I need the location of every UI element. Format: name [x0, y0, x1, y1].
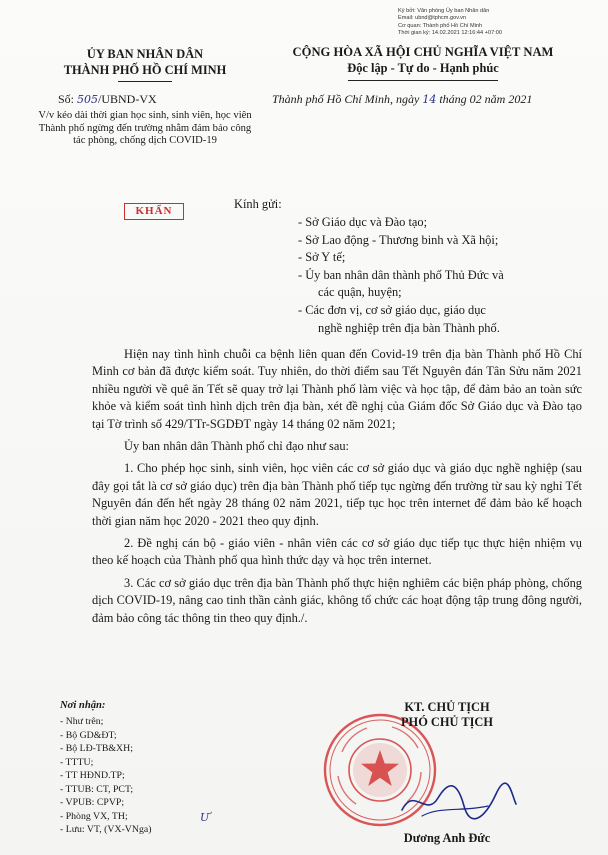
handwritten-initial: Ư [200, 811, 210, 824]
footer-recipient: - Bộ LĐ-TB&XH; [60, 743, 133, 754]
signature-signer: Ký bởi: Văn phòng Ủy ban Nhân dân [398, 8, 490, 14]
urgent-stamp: KHẨN [124, 203, 184, 220]
recipient-item: - Ủy ban nhân dân thành phố Thủ Đức và các quận, huyện; [298, 267, 504, 300]
signature-title-line-1: KT. CHỦ TỊCH [404, 700, 490, 714]
nation-title: CỘNG HÒA XÃ HỘI CHỦ NGHĨA VIỆT NAM [292, 45, 554, 59]
document-number [58, 92, 157, 107]
doc-number-suffix: /UBND-VX [98, 92, 157, 106]
footer-recipient: - Lưu: VT, (VX-VNga) [60, 824, 152, 835]
org-line-1: ỦY BAN NHÂN DÂN [86, 47, 204, 61]
nation-motto: Độc lập - Tự do - Hạnh phúc [347, 61, 499, 75]
document-subject: V/v kéo dài thời gian học sinh, sinh viên, học viên Thành phố ngừng đến trường nhằm đảm bảo công tác phòng, chống dịch COVID-19 [38, 110, 252, 147]
digital-signature-info [398, 8, 598, 38]
document-date [272, 92, 532, 107]
date-day-handwritten: 14 [422, 93, 437, 106]
document-body [92, 346, 582, 632]
signature-agency: Cơ quan: Thành phố Hồ Chí Minh [398, 22, 483, 29]
date-after: tháng 02 năm 2021 [436, 92, 533, 106]
signature-title-line-2: PHÓ CHỦ TỊCH [400, 715, 494, 729]
body-paragraph-directive-intro: Ủy ban nhân dân Thành phố chỉ đạo như sau: [124, 439, 349, 454]
body-paragraph-item-1: 1. Cho phép học sinh, sinh viên, học viên các cơ sở giáo dục và giáo dục nghề nghiệp (sau đây gọi tắt là cơ sở giáo dục) trên địa bàn Thành phố tiếp tục ngừng đến trường từ sau kỳ nghỉ Tết Nguyên đán đến hết ngày 28 tháng 02 năm 2021, tiếp tục học trên internet để đảm bảo kế hoạch thời gian năm học 2020 - 2021 theo quy định. [92, 461, 582, 528]
footer-recipient: - TTTU; [60, 756, 94, 768]
body-paragraph-context: Hiện nay tình hình chuỗi ca bệnh liên quan đến Covid-19 trên địa bàn Thành phố Hồ Chí Minh cơ bản đã được kiểm soát. Tuy nhiên, do thời điểm sau Tết Nguyên đán Tân Sửu năm 2021 nhiều người về quê ăn Tết sẽ quay trở lại Thành phố làm việc và học tập, để đảm bảo an toàn sức khỏe và kiểm soát tình hình dịch trên địa bàn, xét đề nghị của Giám đốc Sở Giáo dục và Đào tạo tại Tờ trình số 429/TTr-SGDĐT ngày 14 tháng 02 năm 2021; [92, 347, 582, 431]
org-line-2: THÀNH PHỐ HỒ CHÍ MINH [63, 63, 227, 77]
recipients-footer-list [60, 715, 260, 837]
footer-recipient: - Như trên; [60, 716, 104, 727]
doc-number-handwritten: 505 [77, 93, 99, 106]
signature-time: Thời gian ký: 14.02.2021 12:16:44 +07:00 [398, 30, 502, 37]
national-header [268, 44, 578, 76]
recipient-list [298, 214, 578, 337]
org-underline [118, 81, 172, 82]
footer-recipient: - Phòng VX, TH; [60, 810, 128, 822]
signature-email: Email: ubnd@tphcm.gov.vn [398, 15, 467, 22]
signer-name: Dương Anh Đức [403, 831, 491, 845]
issuing-organization [30, 46, 260, 78]
recipient-item: - Sở Lao động - Thương binh và Xã hội; [298, 232, 499, 247]
footer-recipient: - Bộ GD&ĐT; [60, 729, 117, 741]
footer-recipient: - VPUB: CPVP; [60, 797, 125, 808]
footer-recipient: - TT HĐND.TP; [60, 770, 125, 781]
motto-underline [348, 80, 498, 81]
date-before: Thành phố Hồ Chí Minh, ngày [272, 92, 423, 106]
recipient-item: - Sở Y tế; [298, 250, 346, 265]
handwritten-signature [392, 776, 522, 826]
recipient-item: - Các đơn vị, cơ sở giáo dục, giáo dục nghề nghiệp trên địa bàn Thành phố. [298, 302, 500, 335]
doc-number-prefix: Số: [58, 92, 78, 106]
signature-title [352, 700, 542, 730]
footer-recipient: - TTUB: CT, PCT; [60, 783, 134, 795]
body-paragraph-item-2: 2. Đề nghị cán bộ - giáo viên - nhân viên các cơ sở giáo dục tiếp tục thực hiện nhiệm vụ theo kế hoạch của Thành phố qua hình thức dạy và học trên internet. [92, 536, 582, 568]
recipient-item: - Sở Giáo dục và Đào tạo; [298, 215, 428, 229]
body-paragraph-item-3: 3. Các cơ sở giáo dục trên địa bàn Thành phố thực hiện nghiêm các biện pháp phòng, chống dịch COVID-19, nâng cao tinh thần cảnh giác, không tổ chức các hoạt động tập trung đông người, đảm bảo công tác thông tin theo quy định./. [92, 575, 582, 625]
recipients-footer-title: Nơi nhận: [60, 700, 106, 711]
salutation: Kính gửi: [234, 197, 282, 211]
